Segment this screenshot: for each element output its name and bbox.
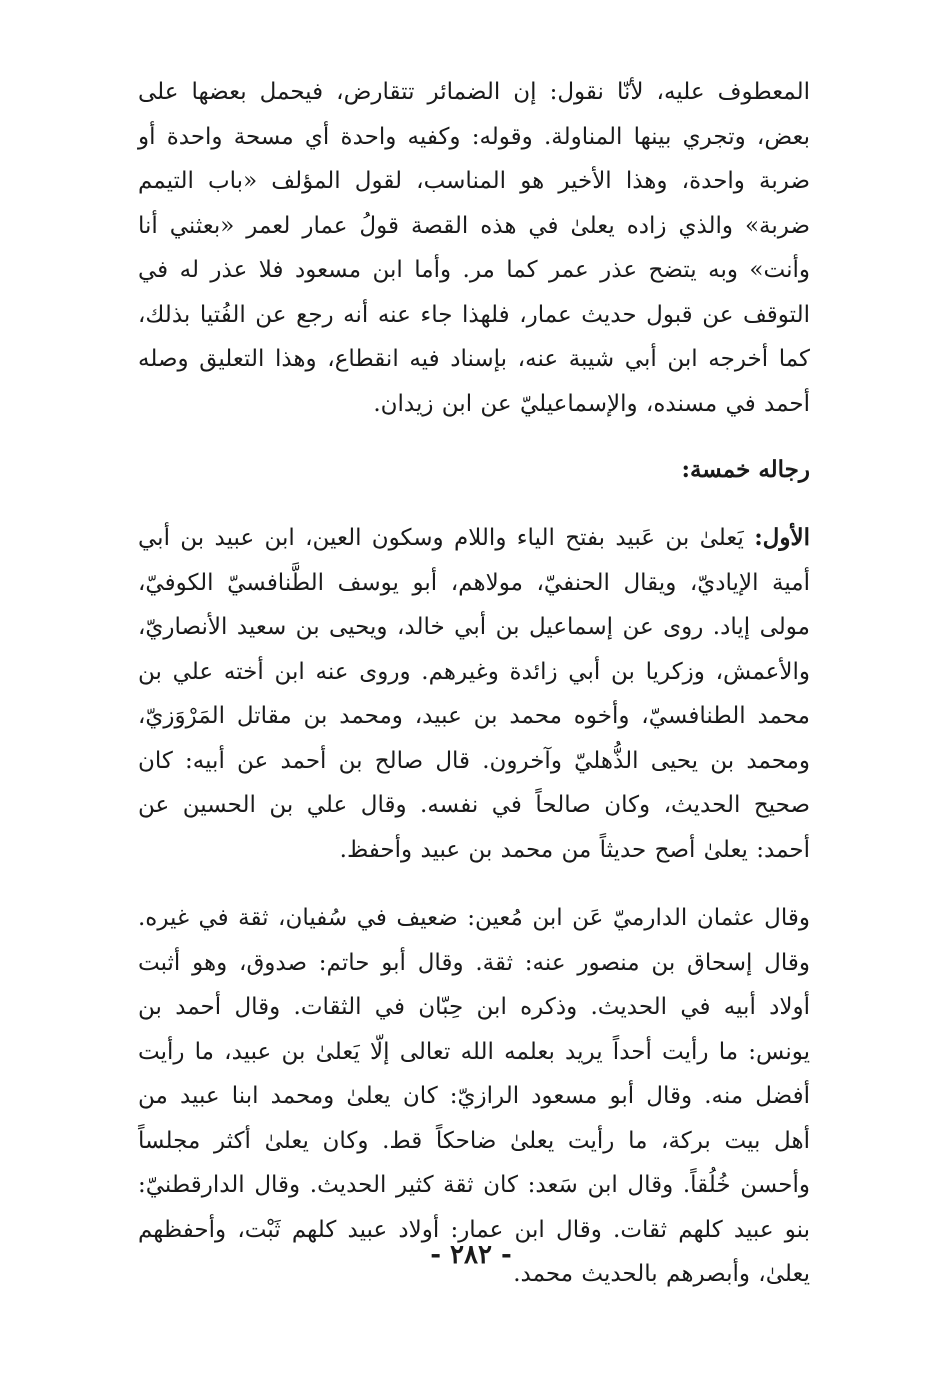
paragraph-lead-label: الأول: — [754, 524, 811, 551]
section-heading: رجاله خمسة: — [681, 456, 810, 483]
paragraph-narrator-1 — [138, 516, 810, 872]
page-number: - ٢٨٢ - — [430, 1240, 512, 1270]
paragraph-narrator-1-text: يَعلىٰ بن عَبيد بفتح الياء واللام وسكون العين، ابن عبيد بن أبي أمية الإياديّ، ويقال الحنفيّ، مولاهم، أبو يوسف الطَّنافسيّ الكوفيّ، مولى إياد. روى عن إسماعيل بن أبي خالد، ويحيى بن سعيد الأنصاريّ، والأعمش، وزكريا بن أبي زائدة وغيرهم. وروى عنه ابن أخته علي بن محمد الطنافسيّ، وأخوه محمد بن عبيد، ومحمد بن مقاتل المَرْوَزيّ، ومحمد بن يحيى الذُّهليّ وآخرون. قال صالح بن أحمد عن أبيه: كان صحيح الحديث، وكان صالحاً في نفسه. وقال علي بن الحسين عن أحمد: يعلىٰ أصح حديثاً من محمد بن عبيد وأحفظ. — [138, 525, 810, 863]
paragraph-narrator-1-grading: وقال عثمان الدارميّ عَن ابن مُعين: ضعيف في سُفيان، ثقة في غيره. وقال إسحاق بن منصور عنه: ثقة. وقال أبو حاتم: صدوق، وهو أثبت أولاد أبيه في الحديث. وذكره ابن حِبّان في الثقات. وقال أحمد بن يونس: ما رأيت أحداً يريد بعلمه الله تعالى إلّا يَعلىٰ بن عبيد، ما رأيت أفضل منه. وقال أبو مسعود الرازيّ: كان يعلىٰ ومحمد ابنا عبيد من أهل بيت بركة، ما رأيت يعلىٰ ضاحكاً قط. وكان يعلىٰ أكثر مجلساً وأحسن خُلُقاً. وقال ابن سَعد: كان ثقة كثير الحديث. وقال الدارقطنيّ: بنو عبيد كلهم ثقات. وقال ابن عمار: أولاد عبيد كلهم ثَبْت، وأحفظهم يعلىٰ، وأبصرهم بالحديث محمد. — [138, 905, 810, 1287]
page-body — [138, 70, 810, 1297]
paragraph-continuation: المعطوف عليه، لأنّا نقول: إن الضمائر تتقارض، فيحمل بعضها على بعض، وتجري بينها المناولة. وقوله: وكفيه واحدة أي مسحة واحدة أو ضربة واحدة، وهذا الأخير هو المناسب، لقول المؤلف «باب التيمم ضربة» والذي زاده يعلىٰ في هذه القصة قولُ عمار لعمر «بعثني أنا وأنت» وبه يتضح عذر عمر كما مر. وأما ابن مسعود فلا عذر له في التوقف عن قبول حديث عمار، فلهذا جاء عنه أنه رجع عن الفُتيا بذلك، كما أخرجه ابن أبي شيبة عنه، بإسناد فيه انقطاع، وهذا التعليق وصله أحمد في مسنده، والإسماعيليّ عن ابن زيدان. — [138, 79, 810, 417]
